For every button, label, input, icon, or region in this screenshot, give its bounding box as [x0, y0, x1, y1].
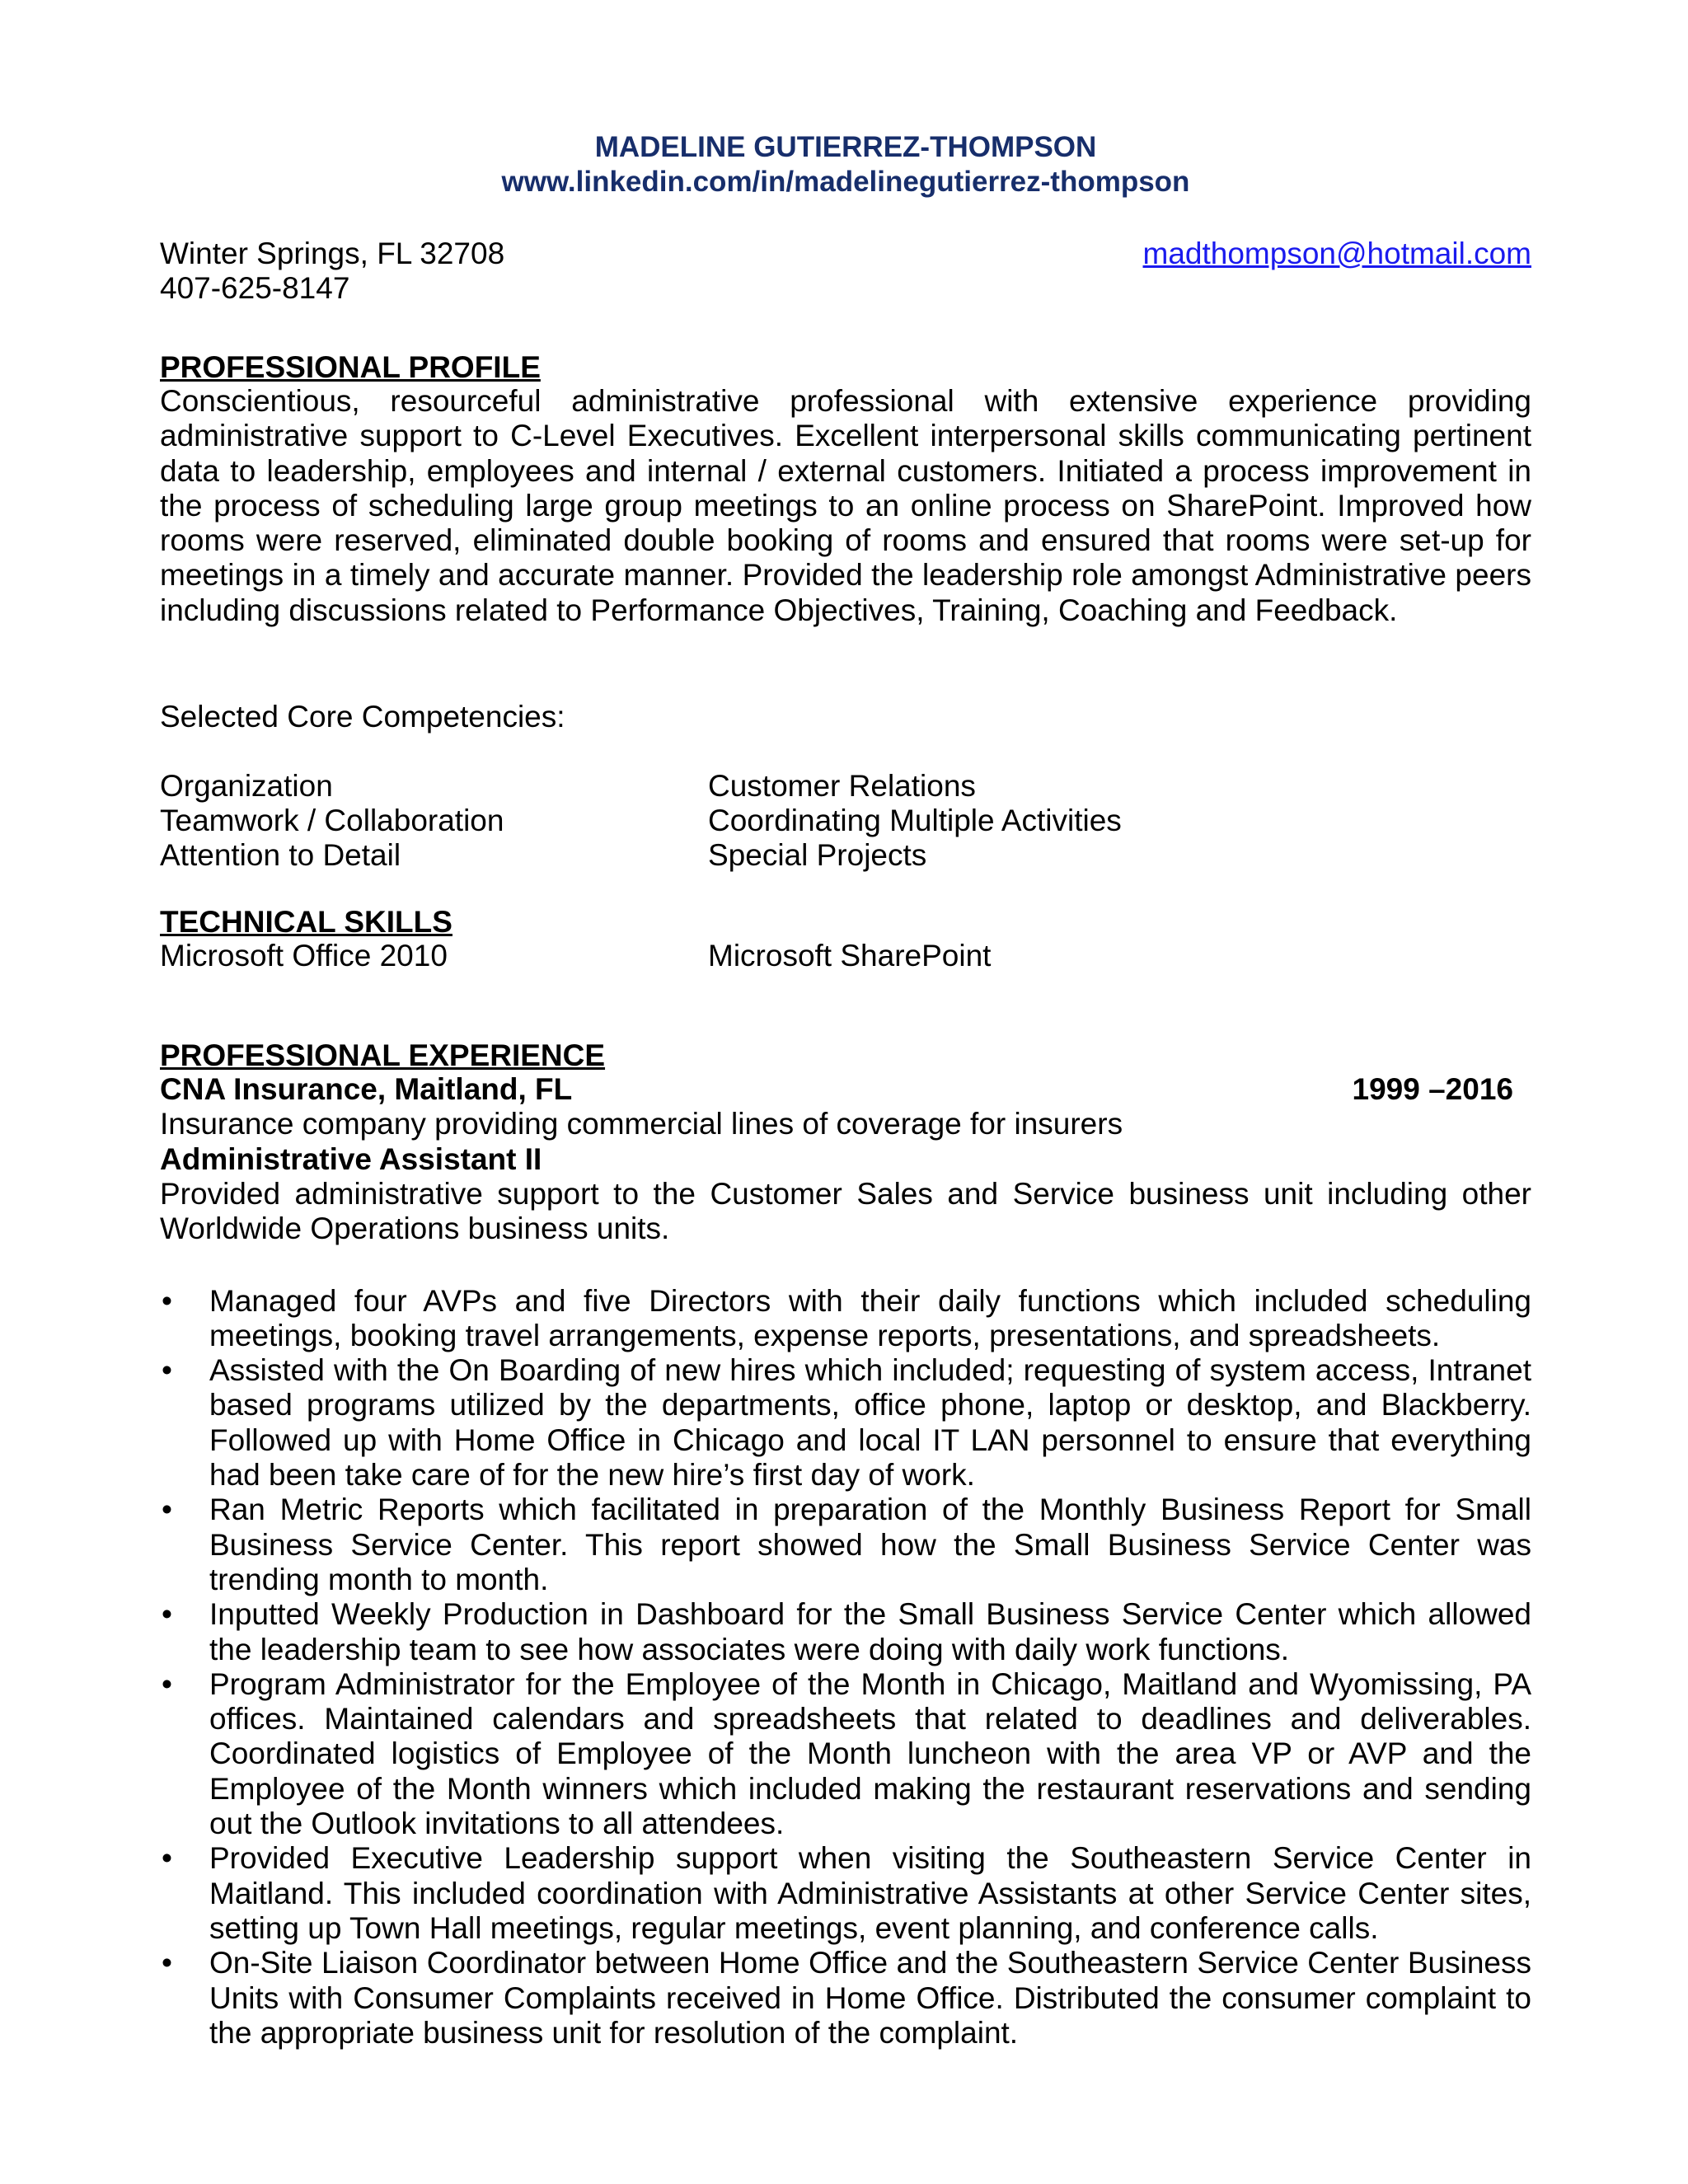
- company-description: Insurance company providing commercial lines of coverage for insurers: [160, 1107, 1123, 1141]
- bullet-icon: •: [162, 1946, 172, 1980]
- list-item: [160, 1597, 1531, 1667]
- list-item-text: Ran Metric Reports which facilitated in preparation of the Monthly Business Report for Small Business Service Center. This report showed how the Small Business Service Center was trending month to month.: [209, 1493, 1531, 1596]
- bullet-icon: •: [162, 1597, 172, 1632]
- competencies-list: [160, 769, 1531, 873]
- list-item-text: Managed four AVPs and five Directors with their daily functions which included scheduling meetings, booking travel arrangements, expense reports, presentations, and spreadsheets.: [209, 1283, 1531, 1352]
- profile-heading: PROFESSIONAL PROFILE: [160, 350, 541, 384]
- linkedin-url[interactable]: www.linkedin.com/in/madelinegutierrez-thompson: [501, 166, 1190, 198]
- competency-item: Special Projects: [708, 838, 927, 873]
- bullet-icon: •: [162, 1353, 172, 1388]
- email-link[interactable]: madthompson@hotmail.com: [1142, 237, 1531, 270]
- job-summary: Provided administrative support to the Customer Sales and Service business unit including other Worldwide Operations business units.: [160, 1176, 1531, 1246]
- technical-list: [160, 939, 1531, 973]
- technical-skill: Microsoft Office 2010: [160, 939, 448, 973]
- candidate-name: MADELINE GUTIERREZ-THOMPSON: [594, 131, 1097, 163]
- list-item: [160, 1493, 1531, 1597]
- competency-item: Organization: [160, 769, 333, 804]
- list-item: [160, 1667, 1531, 1841]
- technical-heading: TECHNICAL SKILLS: [160, 905, 452, 940]
- city-state-zip: Winter Springs, FL 32708: [160, 237, 505, 270]
- list-item: [160, 1841, 1531, 1946]
- list-item-text: Provided Executive Leadership support when visiting the Southeastern Service Center in Maitland. This included coordination with Administrative Assistants at other Service Center sites, setting up Town Hall meetings, regular meetings, event planning, and conference calls.: [209, 1841, 1531, 1945]
- list-item: [160, 1353, 1531, 1493]
- list-item-text: Inputted Weekly Production in Dashboard for the Small Business Service Center which allowed the leadership team to see how associates were doing with daily work functions.: [209, 1597, 1531, 1666]
- bullet-icon: •: [162, 1666, 172, 1701]
- competency-item: Attention to Detail: [160, 838, 401, 873]
- competencies-heading: Selected Core Competencies:: [160, 700, 565, 734]
- technical-skill: Microsoft SharePoint: [708, 939, 992, 973]
- competency-item: Coordinating Multiple Activities: [708, 804, 1122, 838]
- bullet-icon: •: [162, 1841, 172, 1876]
- list-item-text: Assisted with the On Boarding of new hires which included; requesting of system access, Intranet based programs utilized by the departments, office phone, laptop or desktop, and Blackberry. Followed up with Home Office in Chicago and local IT LAN personnel to ensure that everything had been take care of for the new hire’s first day of work.: [209, 1353, 1531, 1493]
- job-title: Administrative Assistant II: [160, 1141, 542, 1176]
- competency-item: Teamwork / Collaboration: [160, 804, 504, 838]
- employment-dates: 1999 –2016: [1352, 1072, 1513, 1107]
- job-header: [160, 1072, 1531, 1107]
- list-item: [160, 1284, 1531, 1354]
- experience-heading: PROFESSIONAL EXPERIENCE: [160, 1038, 606, 1073]
- profile-text: Conscientious, resourceful administrative professional with extensive experience providing administrative support to C-Level Executives. Excellent interpersonal skills communicating pertinent data to leadership, employees and internal / external customers. Initiated a process improvement in the process of scheduling large group meetings to an online process on SharePoint. Improved how rooms were reserved, eliminated double booking of rooms and ensured that rooms were set-up for meetings in a timely and accurate manner. Provided the leadership role amongst Administrative peers including discussions related to Performance Objectives, Training, Coaching and Feedback.: [160, 384, 1531, 627]
- phone-number: 407-625-8147: [160, 271, 350, 305]
- resume-header: [160, 130, 1531, 199]
- bullet-icon: •: [162, 1493, 172, 1527]
- list-item-text: Program Administrator for the Employee of the Month in Chicago, Maitland and Wyomissing, PA offices. Maintained calendars and spreadsheets that related to deadlines and deliverables. Coordinated logistics of Employee of the Month luncheon with the area VP or AVP and the Employee of the Month winners which included making the restaurant reservations and sending out the Outlook invitations to all attendees.: [209, 1666, 1531, 1841]
- company-name: CNA Insurance, Maitland, FL: [160, 1072, 573, 1107]
- contact-row: [160, 237, 1531, 271]
- responsibility-list: [160, 1284, 1531, 2051]
- list-item: [160, 1946, 1531, 2050]
- list-item-text: On-Site Liaison Coordinator between Home Office and the Southeastern Service Center Business Units with Consumer Complaints received in Home Office. Distributed the consumer complaint to the appropriate business unit for resolution of the complaint.: [209, 1946, 1531, 2050]
- competency-item: Customer Relations: [708, 769, 976, 804]
- bullet-icon: •: [162, 1283, 172, 1318]
